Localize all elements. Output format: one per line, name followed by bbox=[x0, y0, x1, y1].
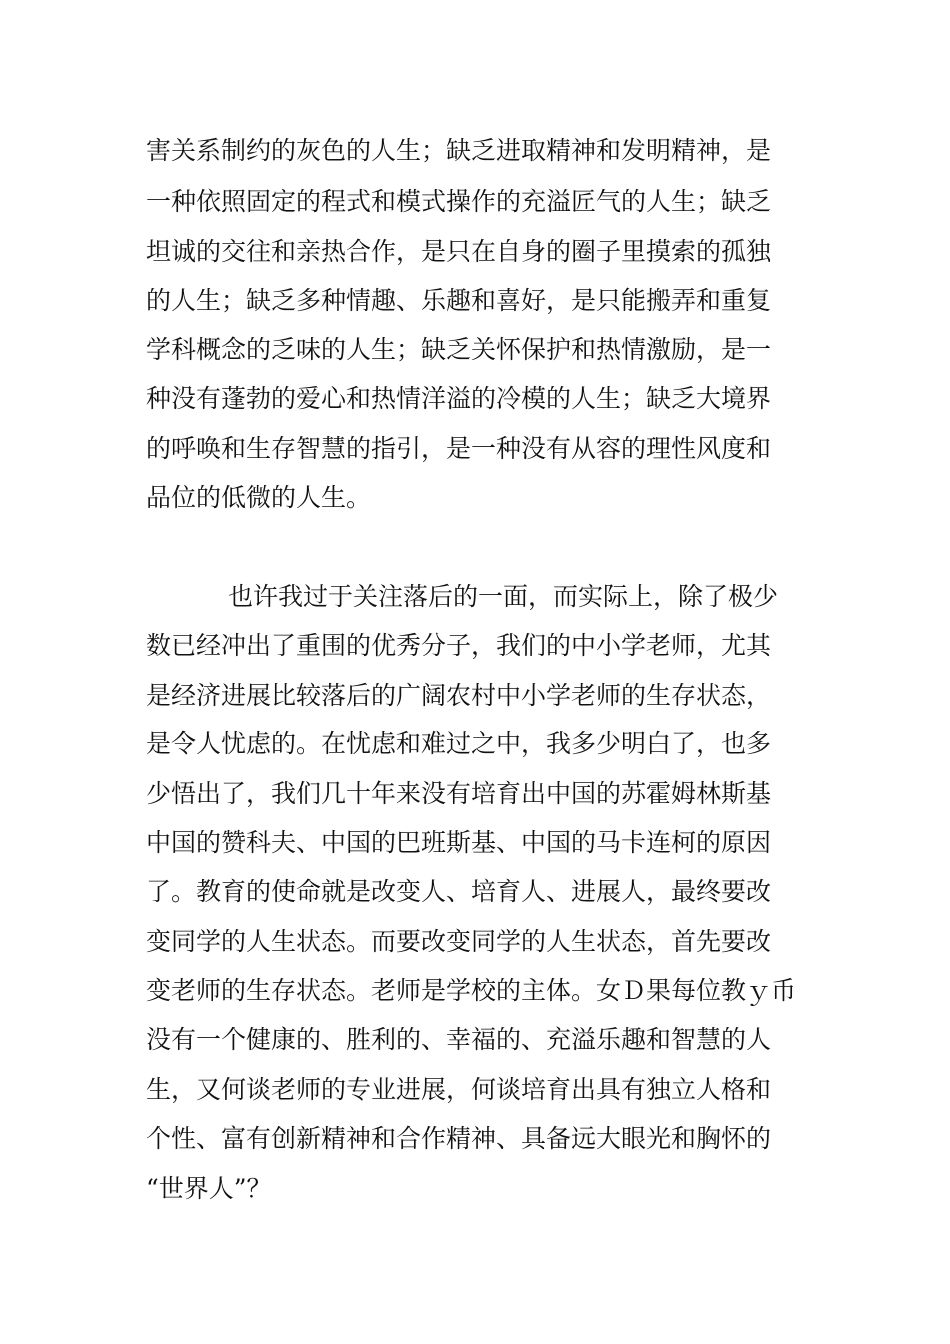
text-line: 也许我过于关注落后的一面，而实际上，除了极少 bbox=[228, 582, 779, 611]
text-line: 个性、富有创新精神和合作精神、具备远大眼光和胸怀的 bbox=[146, 1124, 772, 1153]
text-line: 中国的赞科夫、中国的巴班斯基、中国的马卡连柯的原因 bbox=[146, 828, 772, 857]
text-line: “世界人”？ bbox=[146, 1174, 272, 1203]
text-line: 品位的低微的人生。 bbox=[146, 483, 372, 512]
text-line: 变老师的生存状态。老师是学校的主体。女Ｄ果每位教ｙ币 bbox=[146, 976, 797, 1005]
text-line: 没有一个健康的、胜利的、幸福的、充溢乐趣和智慧的人 bbox=[146, 1025, 772, 1054]
text-line: 的呼唤和生存智慧的指引，是一种没有从容的理性风度和 bbox=[146, 434, 772, 463]
text-line: 的人生；缺乏多种情趣、乐趣和喜好，是只能搬弄和重复 bbox=[146, 286, 772, 315]
text-line: 害关系制约的灰色的人生；缺乏进取精神和发明精神，是 bbox=[146, 136, 772, 165]
text-line: 生，又何谈老师的专业进展，何谈培育出具有独立人格和 bbox=[146, 1075, 772, 1104]
text-line: 坦诚的交往和亲热合作，是只在自身的圈子里摸索的孤独 bbox=[146, 237, 772, 266]
text-line: 种没有蓬勃的爱心和热情洋溢的冷模的人生；缺乏大境界 bbox=[146, 384, 772, 413]
text-line: 数已经冲出了重围的优秀分子，我们的中小学老师，尤其 bbox=[146, 631, 772, 660]
text-line: 是经济进展比较落后的广阔农村中小学老师的生存状态， bbox=[146, 681, 772, 710]
text-line: 是令人忧虑的。在忧虑和难过之中，我多少明白了，也多 bbox=[146, 729, 772, 758]
text-line: 一种依照固定的程式和模式操作的充溢匠气的人生；缺乏 bbox=[146, 187, 772, 216]
text-line: 变同学的人生状态。而要改变同学的人生状态，首先要改 bbox=[146, 927, 772, 956]
text-line: 了。教育的使命就是改变人、培育人、进展人，最终要改 bbox=[146, 877, 772, 906]
text-line: 少悟出了，我们几十年来没有培育出中国的苏霍姆林斯基 bbox=[146, 779, 772, 808]
text-line: 学科概念的乏味的人生；缺乏关怀保护和热情激励，是一 bbox=[146, 335, 772, 364]
